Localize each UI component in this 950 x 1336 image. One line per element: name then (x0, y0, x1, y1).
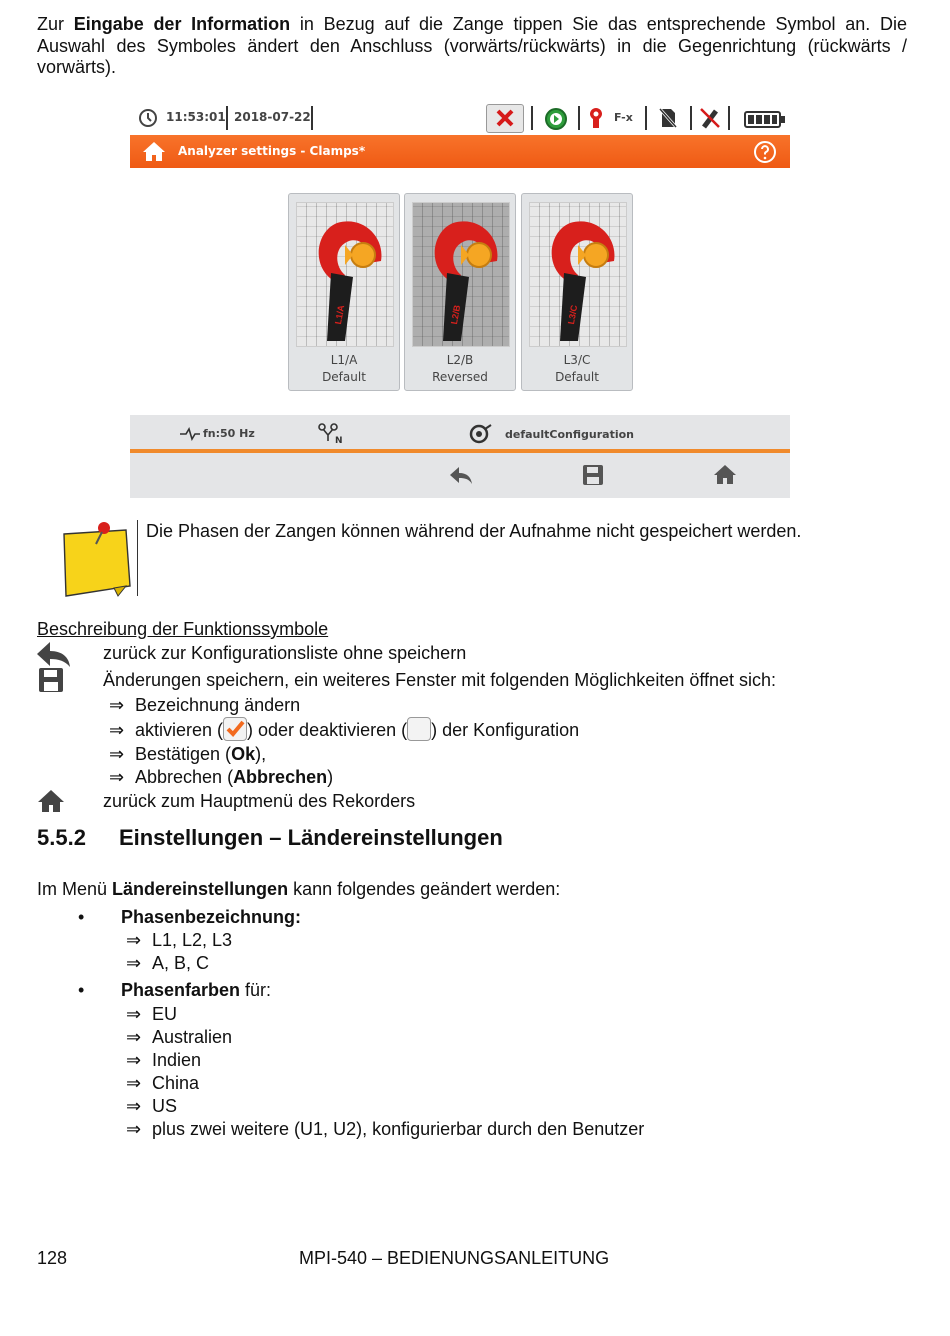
status-bar (130, 100, 790, 136)
date-display: 2018-07-22 (234, 110, 311, 124)
list-item: ⇒ L1, L2, L3 (126, 930, 233, 950)
implies-arrow-icon: ⇒ (126, 1073, 142, 1093)
bullet-phase-colors: Phasenfarben für: (121, 980, 272, 1000)
time-display: 11:53:01 (166, 110, 226, 124)
section-heading: 5.5.2 Einstellungen – Ländereinstellungen (37, 825, 503, 850)
waveform-icon (180, 427, 200, 441)
implies-arrow-icon: ⇒ (126, 1096, 142, 1116)
save-option-cancel: ⇒ Abbrechen (Abbrechen) (109, 767, 334, 787)
note-text: Die Phasen der Zangen können während der Aufnahme nicht gespeichert werden. (146, 521, 802, 541)
close-x-icon (487, 105, 523, 132)
divider (226, 106, 228, 130)
clamp-image (412, 202, 510, 347)
implies-arrow-icon: ⇒ (109, 744, 125, 764)
record-play-icon[interactable] (544, 107, 568, 131)
section-intro: Im Menü Ländereinstellungen kann folgendes geändert werden: (37, 879, 561, 899)
frequency-label: fn:50 Hz (203, 427, 255, 440)
implies-arrow-icon: ⇒ (126, 1119, 142, 1139)
save-option-activate: ⇒ aktivieren ( ) oder deaktivieren ( ) der Konfiguration (109, 717, 579, 741)
clamp-icon (530, 203, 626, 346)
implies-arrow-icon: ⇒ (126, 1004, 142, 1024)
implies-arrow-icon: ⇒ (109, 695, 125, 715)
clamp-tag: L2/B (449, 304, 463, 326)
list-item: ⇒ Indien (126, 1050, 202, 1070)
list-item: ⇒ EU (126, 1004, 178, 1024)
device-screenshot (130, 100, 790, 498)
clamp-image (296, 202, 394, 347)
note-pin-icon (58, 518, 134, 598)
implies-arrow-icon: ⇒ (126, 1027, 142, 1047)
implies-arrow-icon: ⇒ (109, 767, 125, 787)
wireless-off-icon (698, 105, 722, 131)
implies-arrow-icon: ⇒ (126, 1050, 142, 1070)
clock-icon (138, 108, 158, 128)
clamp-tag: L3/C (566, 304, 580, 326)
checkbox-unchecked-icon (407, 717, 431, 741)
clamp-direction: Reversed (432, 370, 488, 384)
divider (645, 106, 647, 130)
fx-label: F-x (614, 111, 633, 124)
configuration-icon (469, 423, 493, 445)
network-type-icon (318, 423, 344, 445)
divider (690, 106, 692, 130)
bottom-toolbar (130, 415, 790, 498)
clamp-phase: L1/A (330, 353, 358, 367)
bullet-icon: • (78, 907, 85, 927)
functions-heading: Beschreibung der Funktionssymbole (37, 619, 329, 639)
stop-button[interactable] (486, 104, 524, 133)
divider (728, 106, 730, 130)
orange-divider (130, 449, 790, 453)
clamp-direction: Default (555, 370, 599, 384)
bullet-phase-labels: Phasenbezeichnung: (121, 907, 302, 927)
divider (531, 106, 533, 130)
home-icon[interactable] (713, 463, 737, 485)
save-icon[interactable] (582, 464, 604, 486)
help-icon[interactable] (753, 140, 777, 164)
home-icon[interactable] (142, 140, 166, 162)
page-number: 128 (37, 1248, 68, 1268)
battery-icon (744, 111, 786, 129)
divider (311, 106, 313, 130)
back-arrow-icon (36, 640, 72, 668)
divider (578, 106, 580, 130)
save-option-rename: ⇒ Bezeichnung ändern (109, 695, 301, 715)
save-option-confirm: ⇒ Bestätigen (Ok), (109, 744, 267, 764)
list-item: ⇒ China (126, 1073, 200, 1093)
clamp-icon (297, 203, 393, 346)
clamp-image (529, 202, 627, 347)
configuration-name: defaultConfiguration (505, 428, 634, 441)
list-item: ⇒ Australien (126, 1027, 233, 1047)
back-arrow-icon[interactable] (449, 465, 473, 485)
sd-card-off-icon (658, 107, 678, 129)
clamp-direction: Default (322, 370, 366, 384)
clamp-card-l1[interactable] (288, 193, 400, 391)
clamp-icon (587, 106, 605, 130)
title-bar (130, 135, 790, 168)
clamp-icon (413, 203, 509, 346)
clamp-card-l3[interactable] (521, 193, 633, 391)
list-item: ⇒ US (126, 1096, 178, 1116)
list-item: ⇒ plus zwei weitere (U1, U2), konfigurierbar durch den Benutzer (126, 1119, 645, 1139)
implies-arrow-icon: ⇒ (126, 930, 142, 950)
checkbox-checked-icon (223, 717, 247, 741)
list-item: ⇒ A, B, C (126, 953, 210, 973)
save-icon (38, 667, 64, 693)
manual-title: MPI-540 – BEDIENUNGSANLEITUNG (299, 1248, 610, 1268)
note-divider (137, 520, 138, 596)
window-title: Analyzer settings - Clamps* (178, 144, 366, 158)
svg-text:N: N (335, 436, 343, 445)
intro-paragraph: Zur Eingabe der Information in Bezug auf die Zange tippen Sie das entsprechende Symbol an. Die Auswahl des Symboles ändert den Anschluss (vorwärts/rückwärts) in die Gegenrichtung (rückwärts / vorwärts). (37, 14, 907, 77)
home-description: zurück zum Hauptmenü des Rekorders (103, 791, 416, 811)
home-icon (37, 788, 65, 814)
implies-arrow-icon: ⇒ (126, 953, 142, 973)
bullet-icon: • (78, 980, 85, 1000)
clamp-phase: L3/C (563, 353, 591, 367)
save-description: Änderungen speichern, ein weiteres Fenster mit folgenden Möglichkeiten öffnet sich: (103, 670, 777, 690)
implies-arrow-icon: ⇒ (109, 720, 125, 740)
clamp-card-l2[interactable] (404, 193, 516, 391)
clamp-phase: L2/B (446, 353, 474, 367)
back-description: zurück zur Konfigurationsliste ohne speichern (103, 643, 467, 663)
clamp-tag: L1/A (333, 304, 347, 326)
